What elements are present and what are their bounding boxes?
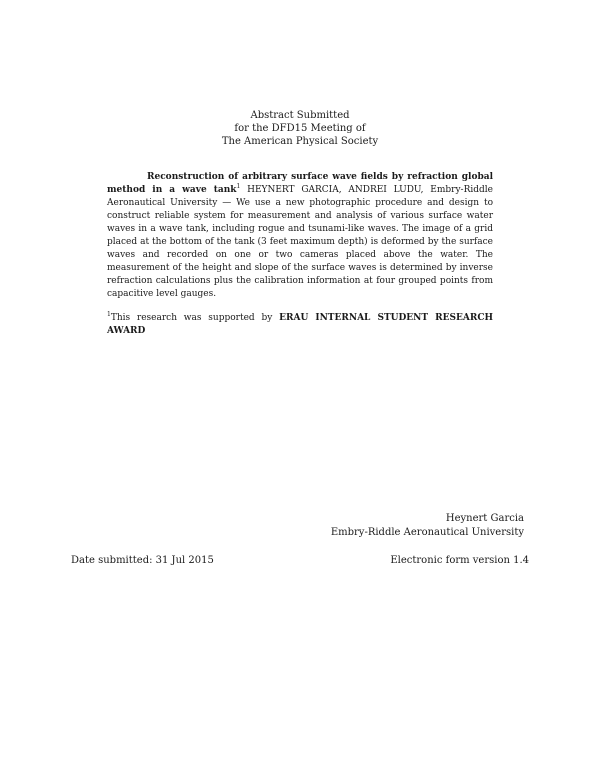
abstract-body: We use a new photographic procedure and design to construct reliable system for measurement and analysis of various surface water waves in a wave tank, including rogue and tsunami-like waves. The image of a grid placed at the bottom of the tank (3 feet maximum depth) is deformed by the surface waves and recorded on one or two cameras placed above the water. The measurement of the height and slope of the surface waves is determined by inverse refraction calculations plus the calibration information at four grouped points from capacitive level gauges.	[107, 198, 493, 299]
footer-row	[71, 554, 529, 568]
form-version: Electronic form version 1.4	[390, 555, 529, 566]
footnote-award: ERAU INTERNAL STUDENT RESEARCH AWARD	[107, 313, 493, 336]
abstract-authors: HEYNERT GARCIA, ANDREI LUDU, Embry-Riddle Aeronautical University	[107, 185, 493, 208]
header-line-abstract-submitted: Abstract Submitted	[250, 110, 350, 121]
footnote-text: This research was supported by	[110, 313, 280, 323]
header-line-society: The American Physical Society	[221, 136, 379, 147]
footnote-marker: 1	[236, 183, 241, 190]
abstract-title: Reconstruction of arbitrary surface wave fields by refraction global method in a wave tank	[107, 172, 493, 195]
footnote	[107, 312, 493, 338]
signature-name: Heynert Garcia	[445, 513, 524, 524]
abstract-paragraph	[107, 171, 493, 301]
signature-affiliation: Embry-Riddle Aeronautical University	[330, 527, 524, 538]
date-submitted: Date submitted: 31 Jul 2015	[71, 555, 214, 566]
footnote-number: 1	[107, 311, 111, 318]
abstract-separator: —	[217, 198, 237, 208]
signature-block	[331, 512, 524, 540]
submission-header	[0, 109, 600, 148]
header-line-meeting: for the DFD15 Meeting of	[234, 123, 366, 134]
